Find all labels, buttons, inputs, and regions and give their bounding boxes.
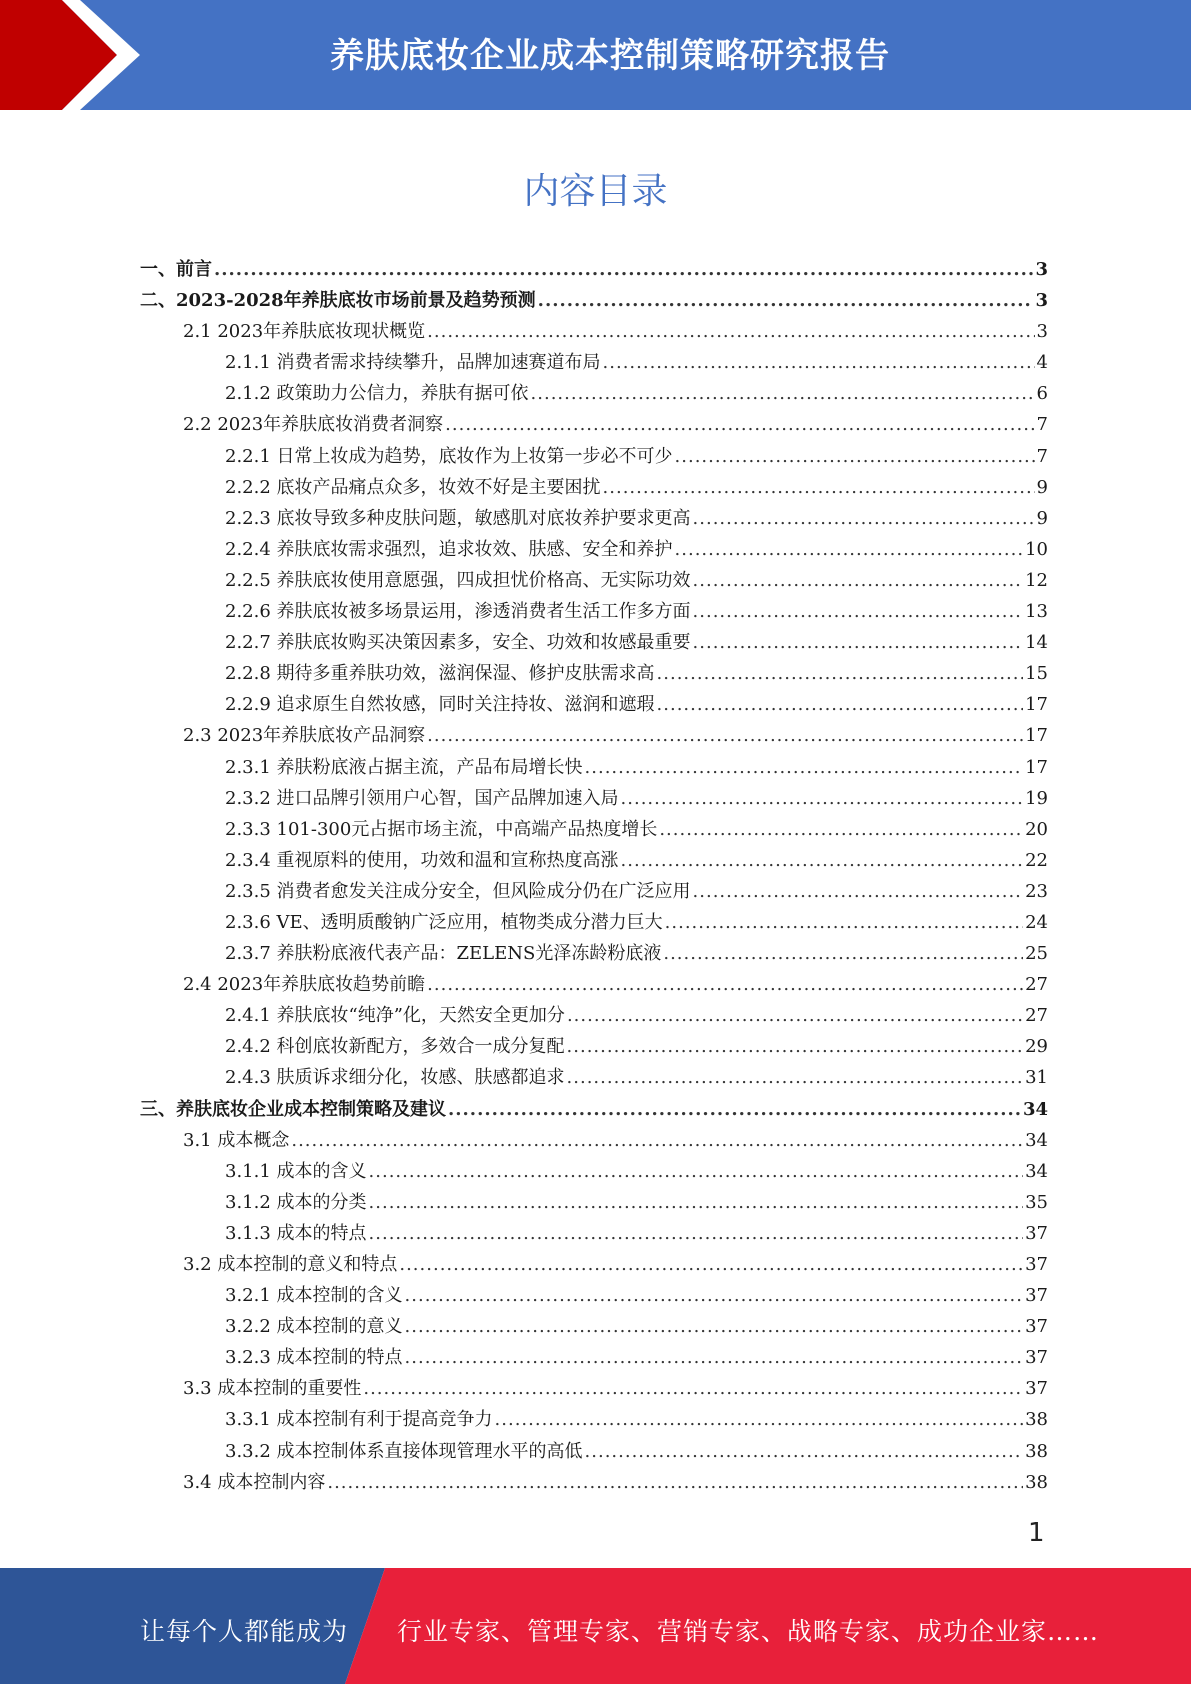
toc-entry-title: 3.2 成本控制的意义和特点 <box>183 1254 398 1275</box>
header-chevron-graphic <box>0 0 160 110</box>
footer-slogan-left: 让每个人都能成为 <box>140 1617 349 1646</box>
toc-entry[interactable] <box>140 845 1048 876</box>
toc-entry-page: 37 <box>1025 1316 1048 1338</box>
toc-entry-page: 37 <box>1025 1285 1048 1307</box>
toc-entry[interactable] <box>140 658 1048 689</box>
footer-slogan-right: 行业专家、管理专家、营销专家、战略专家、成功企业家…… <box>397 1617 1100 1646</box>
toc-entry[interactable] <box>140 938 1048 969</box>
toc-entry-title: 2.2.8 期待多重养肤功效，滋润保湿、修护皮肤需求高 <box>225 663 655 685</box>
toc-entry-page: 38 <box>1025 1471 1048 1493</box>
toc-entry-title: 2.2.9 追求原生自然妆感，同时关注持妆、滋润和遮瑕 <box>225 694 655 716</box>
toc-entry-page: 7 <box>1036 414 1048 436</box>
toc-entry-title: 2.2.2 底妆产品痛点众多，妆效不好是主要困扰 <box>225 476 601 498</box>
toc-dot-leader <box>567 1000 1023 1031</box>
toc-entry-page: 24 <box>1025 911 1048 933</box>
toc-dot-leader <box>369 1156 1024 1187</box>
toc-entry-page: 38 <box>1025 1440 1048 1462</box>
toc-dot-leader <box>621 783 1024 814</box>
toc-dot-leader <box>369 1187 1024 1218</box>
toc-entry-title: 2.2.4 养肤底妆需求强烈，追求妆效、肤感、安全和养护 <box>225 538 673 560</box>
toc-entry-page: 3 <box>1035 290 1048 312</box>
toc-entry[interactable] <box>140 1187 1048 1218</box>
toc-entry-title: 3.3 成本控制的重要性 <box>183 1378 362 1400</box>
toc-dot-leader <box>603 472 1035 503</box>
toc-entry-title: 3.2.2 成本控制的意义 <box>225 1316 403 1338</box>
toc-entry[interactable] <box>140 285 1048 316</box>
toc-dot-leader <box>567 1031 1024 1062</box>
toc-entry[interactable] <box>140 1218 1048 1249</box>
toc-dot-leader <box>693 503 1035 534</box>
toc-entry-title: 2.3.7 养肤粉底液代表产品：ZELENS光泽冻龄粉底液 <box>225 943 662 965</box>
toc-dot-leader <box>405 1311 1024 1342</box>
report-title: 养肤底妆企业成本控制策略研究报告 <box>330 36 890 76</box>
toc-entry[interactable] <box>140 1404 1048 1435</box>
toc-entry[interactable] <box>140 503 1048 534</box>
toc-entry[interactable] <box>140 627 1048 658</box>
toc-entry-page: 4 <box>1036 352 1048 374</box>
toc-entry-page: 6 <box>1036 383 1048 405</box>
toc-entry-title: 2.4.2 科创底妆新配方，多效合一成分复配 <box>225 1036 565 1058</box>
toc-dot-leader <box>567 1062 1024 1093</box>
toc-entry[interactable] <box>140 409 1048 440</box>
toc-entry-title: 2.4.3 肤质诉求细分化，妆感、肤感都追求 <box>225 1067 565 1089</box>
toc-entry-page: 37 <box>1025 1222 1048 1244</box>
toc-entry-title: 2.2.1 日常上妆成为趋势，底妆作为上妆第一步必不可少 <box>225 445 673 467</box>
toc-entry-title: 2.2.7 养肤底妆购买决策因素多，安全、功效和妆感最重要 <box>225 632 691 654</box>
toc-entry[interactable] <box>140 254 1048 285</box>
toc-dot-leader <box>448 1094 1021 1125</box>
toc-entry[interactable] <box>140 1311 1048 1342</box>
toc-dot-leader <box>427 969 1023 1000</box>
toc-entry-title: 2.2.6 养肤底妆被多场景运用，渗透消费者生活工作多方面 <box>225 601 691 623</box>
toc-entry[interactable] <box>140 720 1048 751</box>
toc-entry-title: 一、前言 <box>140 259 212 280</box>
toc-entry-title: 3.4 成本控制内容 <box>183 1471 326 1493</box>
toc-dot-leader <box>693 596 1024 627</box>
table-of-contents <box>140 254 1048 1498</box>
toc-entry-page: 17 <box>1025 694 1048 716</box>
toc-entry-title: 3.1 成本概念 <box>183 1129 290 1151</box>
toc-entry[interactable] <box>140 876 1048 907</box>
toc-dot-leader <box>291 1125 1023 1156</box>
toc-entry-page: 37 <box>1025 1254 1048 1275</box>
toc-entry-title: 3.1.3 成本的特点 <box>225 1222 367 1244</box>
toc-entry[interactable] <box>140 534 1048 565</box>
toc-dot-leader <box>327 1467 1023 1498</box>
toc-entry-page: 27 <box>1025 974 1048 996</box>
toc-entry-page: 27 <box>1025 1005 1048 1027</box>
toc-entry-page: 9 <box>1036 507 1048 529</box>
toc-dot-leader <box>585 752 1024 783</box>
toc-entry[interactable] <box>140 1249 1048 1280</box>
toc-dot-leader <box>621 845 1024 876</box>
toc-entry[interactable] <box>140 596 1048 627</box>
toc-entry[interactable] <box>140 565 1048 596</box>
toc-entry-title: 3.2.1 成本控制的含义 <box>225 1285 403 1307</box>
toc-entry-page: 37 <box>1025 1378 1048 1400</box>
toc-entry-page: 3 <box>1036 321 1048 343</box>
toc-entry-title: 2.3.3 101-300元占据市场主流，中高端产品热度增长 <box>225 818 658 840</box>
toc-entry[interactable] <box>140 1436 1048 1467</box>
toc-entry[interactable] <box>140 1094 1048 1125</box>
toc-dot-leader <box>585 1436 1024 1467</box>
toc-dot-leader <box>657 689 1024 720</box>
toc-entry-title: 二、2023-2028年养肤底妆市场前景及趋势预测 <box>140 290 536 312</box>
toc-entry-title: 2.3.1 养肤粉底液占据主流，产品布局增长快 <box>225 756 583 778</box>
toc-entry-page: 35 <box>1025 1191 1048 1213</box>
toc-entry[interactable] <box>140 1467 1048 1498</box>
toc-entry-title: 2.3.6 VE、透明质酸钠广泛应用，植物类成分潜力巨大 <box>225 911 663 933</box>
toc-dot-leader <box>538 285 1034 316</box>
toc-entry[interactable] <box>140 969 1048 1000</box>
toc-entry-title: 2.2.5 养肤底妆使用意愿强，四成担忧价格高、无实际功效 <box>225 569 691 591</box>
toc-entry-page: 20 <box>1025 818 1048 840</box>
toc-entry-title: 2.4 2023年养肤底妆趋势前瞻 <box>183 974 426 996</box>
toc-entry-page: 17 <box>1025 756 1048 778</box>
toc-entry-title: 2.2.3 底妆导致多种皮肤问题，敏感肌对底妆养护要求更高 <box>225 507 691 529</box>
toc-dot-leader <box>531 378 1035 409</box>
toc-entry-page: 34 <box>1022 1098 1048 1120</box>
toc-dot-leader <box>675 441 1035 472</box>
toc-entry-title: 2.4.1 养肤底妆“纯净”化，天然安全更加分 <box>225 1005 565 1027</box>
toc-dot-leader <box>693 565 1024 596</box>
toc-entry-page: 7 <box>1036 445 1048 467</box>
toc-entry-title: 3.2.3 成本控制的特点 <box>225 1347 403 1369</box>
toc-entry-page: 22 <box>1025 849 1048 871</box>
toc-entry[interactable] <box>140 783 1048 814</box>
toc-entry-page: 37 <box>1025 1347 1048 1369</box>
toc-entry-title: 3.3.2 成本控制体系直接体现管理水平的高低 <box>225 1440 583 1462</box>
toc-entry[interactable] <box>140 378 1048 409</box>
toc-dot-leader <box>675 534 1024 565</box>
toc-entry[interactable] <box>140 316 1048 347</box>
toc-dot-leader <box>214 254 1033 285</box>
toc-entry[interactable] <box>140 752 1048 783</box>
toc-entry-title: 2.3.2 进口品牌引领用户心智，国产品牌加速入局 <box>225 787 619 809</box>
toc-dot-leader <box>665 907 1023 938</box>
toc-entry[interactable] <box>140 1031 1048 1062</box>
toc-dot-leader <box>399 1249 1023 1280</box>
toc-entry-page: 13 <box>1025 601 1048 623</box>
toc-entry[interactable] <box>140 1373 1048 1404</box>
toc-entry-page: 38 <box>1025 1409 1048 1431</box>
toc-entry-page: 17 <box>1025 725 1048 747</box>
toc-entry-title: 2.3 2023年养肤底妆产品洞察 <box>183 725 426 747</box>
toc-entry-page: 34 <box>1025 1129 1048 1151</box>
footer-banner <box>0 1568 1191 1684</box>
toc-heading: 内容目录 <box>523 171 668 212</box>
toc-dot-leader <box>693 876 1024 907</box>
page-number: 1 <box>1028 1518 1045 1548</box>
header-banner <box>0 0 1191 110</box>
toc-entry-page: 9 <box>1036 476 1048 498</box>
toc-entry[interactable] <box>140 1125 1048 1156</box>
toc-dot-leader <box>427 720 1023 751</box>
toc-entry[interactable] <box>140 441 1048 472</box>
toc-entry-title: 2.2 2023年养肤底妆消费者洞察 <box>183 414 444 436</box>
toc-entry-page: 15 <box>1025 663 1048 685</box>
toc-entry-page: 14 <box>1025 632 1048 654</box>
toc-entry-title: 三、养肤底妆企业成本控制策略及建议 <box>140 1098 446 1120</box>
toc-entry-page: 23 <box>1025 880 1048 902</box>
toc-entry-title: 2.1.2 政策助力公信力，养肤有据可依 <box>225 383 529 405</box>
toc-entry-title: 3.1.1 成本的含义 <box>225 1160 367 1182</box>
toc-dot-leader <box>495 1404 1024 1435</box>
toc-entry-title: 2.1 2023年养肤底妆现状概览 <box>183 321 426 343</box>
toc-dot-leader <box>659 814 1023 845</box>
toc-entry-page: 34 <box>1025 1160 1048 1182</box>
toc-entry[interactable] <box>140 1062 1048 1093</box>
toc-entry[interactable] <box>140 1280 1048 1311</box>
toc-dot-leader <box>405 1280 1024 1311</box>
toc-entry-title: 2.3.4 重视原料的使用，功效和温和宣称热度高涨 <box>225 849 619 871</box>
toc-entry-page: 31 <box>1025 1067 1048 1089</box>
toc-dot-leader <box>603 347 1035 378</box>
toc-entry[interactable] <box>140 347 1048 378</box>
toc-entry-title: 3.3.1 成本控制有利于提高竞争力 <box>225 1409 493 1431</box>
toc-dot-leader <box>445 409 1034 440</box>
toc-entry[interactable] <box>140 689 1048 720</box>
toc-entry-page: 3 <box>1035 259 1048 280</box>
toc-entry[interactable] <box>140 1156 1048 1187</box>
toc-entry[interactable] <box>140 1342 1048 1373</box>
toc-entry[interactable] <box>140 1000 1048 1031</box>
toc-dot-leader <box>693 627 1024 658</box>
toc-dot-leader <box>369 1218 1024 1249</box>
toc-entry-title: 2.1.1 消费者需求持续攀升，品牌加速赛道布局 <box>225 352 601 374</box>
toc-dot-leader <box>663 938 1023 969</box>
toc-entry-page: 25 <box>1025 943 1048 965</box>
toc-entry[interactable] <box>140 907 1048 938</box>
toc-dot-leader <box>405 1342 1024 1373</box>
toc-dot-leader <box>363 1373 1023 1404</box>
toc-entry-page: 19 <box>1025 787 1048 809</box>
toc-dot-leader <box>657 658 1024 689</box>
toc-dot-leader <box>427 316 1034 347</box>
toc-entry-title: 2.3.5 消费者愈发关注成分安全，但风险成分仍在广泛应用 <box>225 880 691 902</box>
toc-entry[interactable] <box>140 472 1048 503</box>
toc-entry-page: 10 <box>1025 538 1048 560</box>
toc-entry-page: 29 <box>1025 1036 1048 1058</box>
toc-entry-page: 12 <box>1025 569 1048 591</box>
toc-entry[interactable] <box>140 814 1048 845</box>
toc-entry-title: 3.1.2 成本的分类 <box>225 1191 367 1213</box>
